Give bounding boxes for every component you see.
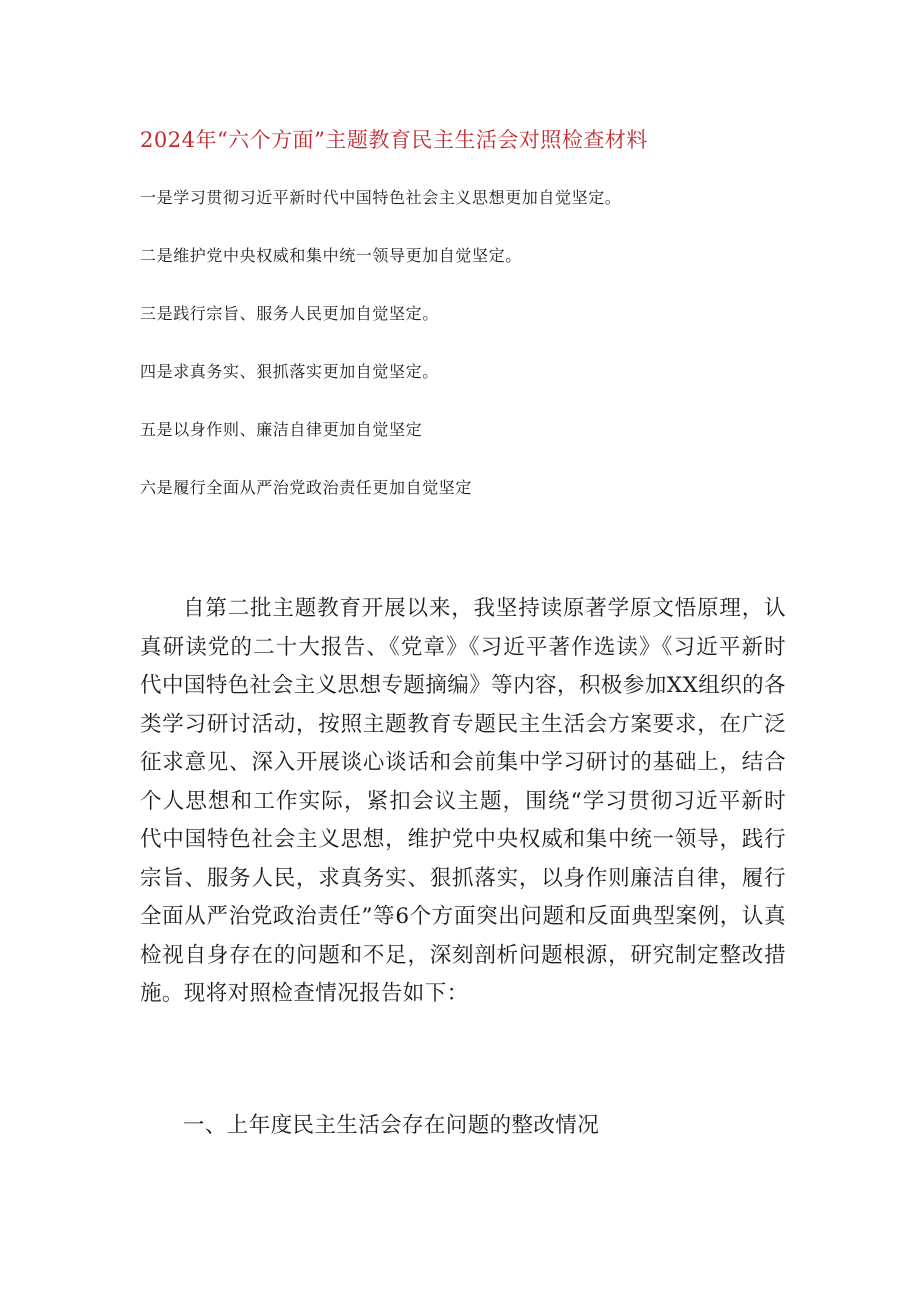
six-aspects-list [140, 188, 621, 536]
list-item: 二是维护党中央权威和集中统一领导更加自觉坚定。 [140, 246, 522, 265]
body-paragraph: 自第二批主题教育开展以来，我坚持读原著学原文悟原理，认真研读党的二十大报告、《党章》《习近平著作选读》《习近平新时代中国特色社会主义思想专题摘编》等内容，积极参加XX组织的各类学习研讨活动，按照主题教育专题民主生活会方案要求，在广泛征求意见、深入开展谈心谈话和会前集中学习研讨的基础上，结合个人思想和工作实际，紧扣会议主题，围绕“学习贯彻习近平新时代中国特色社会主义思想，维护党中央权威和集中统一领导，践行宗旨、服务人民，求真务实、狠抓落实，以身作则廉洁自律，履行全面从严治党政治责任”等6个方面突出问题和反面典型案例，认真检视自身存在的问题和不足，深刻剖析问题根源，研究制定整改措施。现将对照检查情况报告如下： [140, 596, 786, 1006]
list-item: 五是以身作则、廉洁自律更加自觉坚定 [140, 420, 423, 439]
list-item: 一是学习贯彻习近平新时代中国特色社会主义思想更加自觉坚定。 [140, 188, 622, 207]
list-item: 四是求真务实、狠抓落实更加自觉坚定。 [140, 362, 439, 381]
section-heading: 一、上年度民主生活会存在问题的整改情况 [183, 1113, 600, 1138]
document-title: 2024年“六个方面”主题教育民主生活会对照检查材料 [140, 128, 648, 152]
list-item: 三是践行宗旨、服务人民更加自觉坚定。 [140, 304, 439, 323]
list-item: 六是履行全面从严治党政治责任更加自觉坚定 [140, 478, 473, 497]
